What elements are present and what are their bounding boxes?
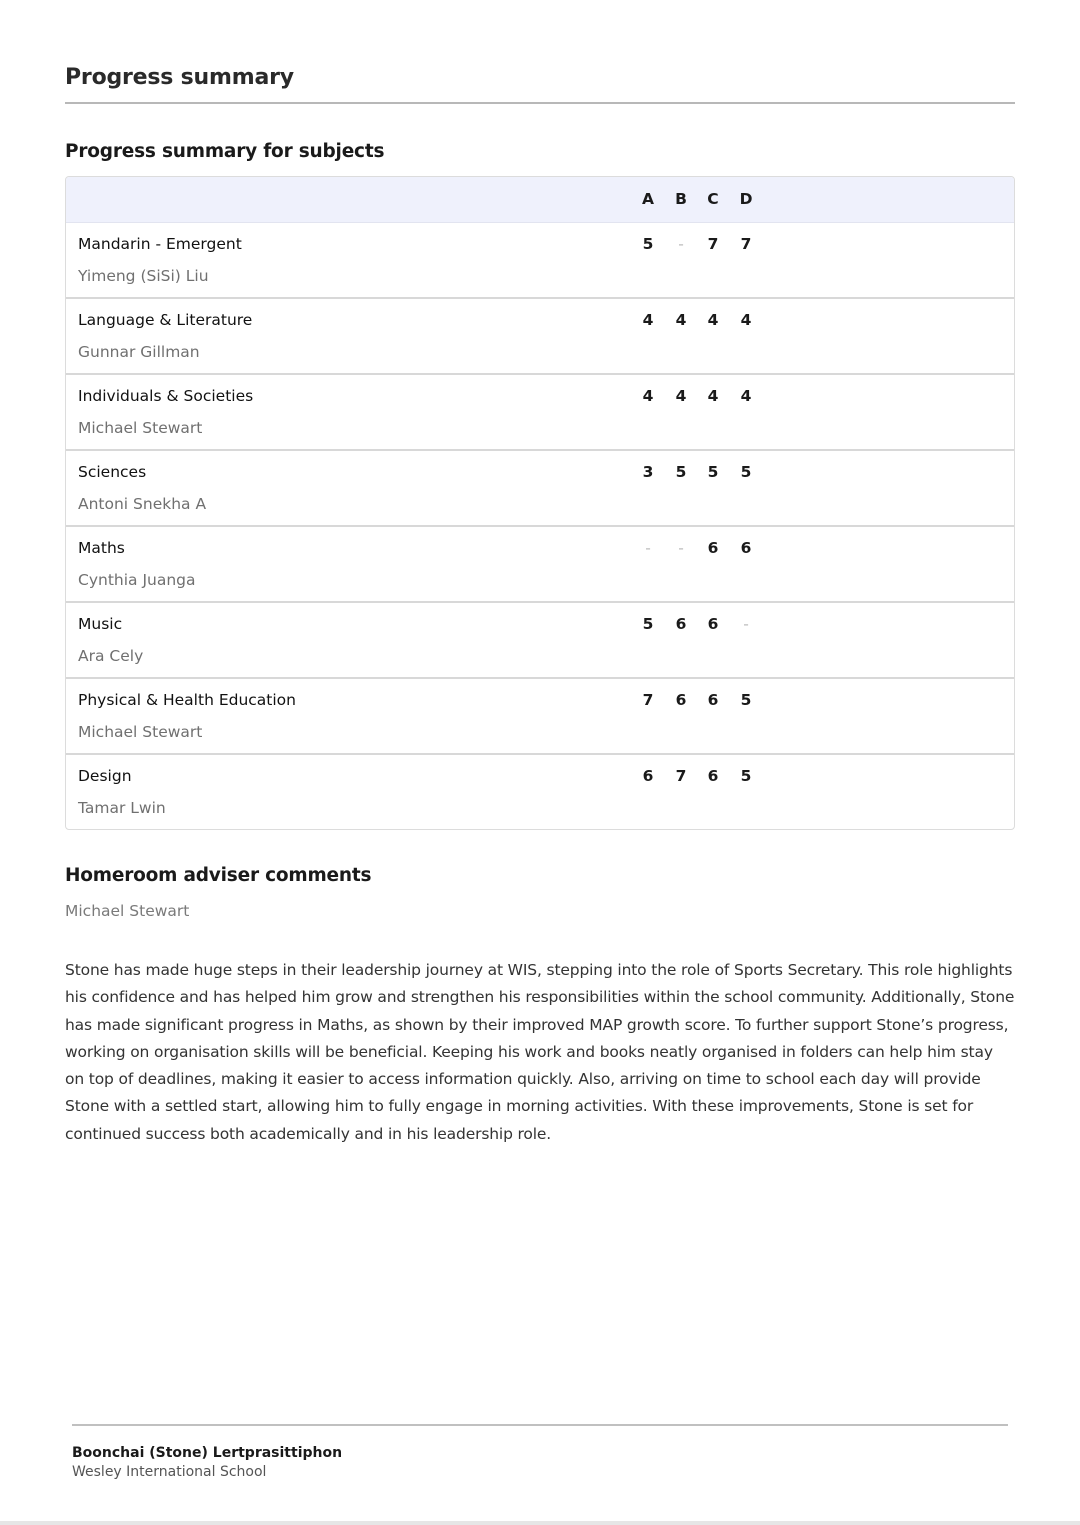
grade-d: 6 — [740, 539, 752, 557]
table-row — [66, 451, 1014, 527]
subject-name: Sciences — [78, 463, 147, 481]
grade-d: 5 — [740, 691, 752, 709]
subject-name: Music — [78, 615, 123, 633]
grade-c: 4 — [707, 387, 719, 405]
grade-a: 5 — [642, 615, 654, 633]
teacher-name: Michael Stewart — [78, 723, 203, 741]
subjects-section-title: Progress summary for subjects — [65, 141, 385, 162]
teacher-name: Antoni Snekha A — [78, 495, 207, 513]
grade-d: 5 — [740, 767, 752, 785]
grade-a: 7 — [642, 691, 654, 709]
grade-d: - — [743, 615, 749, 633]
table-row — [66, 299, 1014, 375]
table-row — [66, 375, 1014, 451]
grade-c: 4 — [707, 311, 719, 329]
grade-c: 6 — [707, 539, 719, 557]
grade-b: 6 — [675, 691, 687, 709]
grade-c: 6 — [707, 615, 719, 633]
teacher-name: Michael Stewart — [78, 419, 203, 437]
table-row — [66, 527, 1014, 603]
teacher-name: Cynthia Juanga — [78, 571, 196, 589]
grade-c: 5 — [707, 463, 719, 481]
table-row — [66, 223, 1014, 299]
grade-b: 6 — [675, 615, 687, 633]
grade-b: 4 — [675, 387, 687, 405]
teacher-name: Gunnar Gillman — [78, 343, 200, 361]
table-row — [66, 603, 1014, 679]
progress-table — [65, 176, 1015, 830]
subject-name: Design — [78, 767, 132, 785]
grade-d: 4 — [740, 387, 752, 405]
table-row — [66, 755, 1014, 829]
adviser-name: Michael Stewart — [65, 902, 190, 920]
grade-a: 3 — [642, 463, 654, 481]
column-header-a: A — [642, 190, 654, 208]
page-footer — [72, 1424, 1008, 1482]
teacher-name: Yimeng (SiSi) Liu — [78, 267, 209, 285]
grade-c: 6 — [707, 767, 719, 785]
grade-b: - — [678, 539, 684, 557]
table-row — [66, 679, 1014, 755]
grade-d: 7 — [740, 235, 752, 253]
grade-b: 7 — [675, 767, 687, 785]
column-header-b: B — [675, 190, 687, 208]
subject-name: Physical & Health Education — [78, 691, 296, 709]
page-title: Progress summary — [65, 65, 1015, 104]
grade-b: - — [678, 235, 684, 253]
teacher-name: Tamar Lwin — [78, 799, 166, 817]
grade-a: 6 — [642, 767, 654, 785]
page-bottom-edge — [0, 1521, 1080, 1525]
subject-name: Maths — [78, 539, 125, 557]
adviser-comment: Stone has made huge steps in their leadership journey at WIS, stepping into the role of Sports Secretary. This role highlights his confidence and has helped him grow and strengthen his responsibilities within the school community. Additionally, Stone has made significant progress in Maths, as shown by their improved MAP growth score. To further support Stone’s progress, working on organisation skills will be beneficial. Keeping his work and books neatly organised in folders can help him stay on top of deadlines, making it easier to access information quickly. Also, arriving on time to school each day will provide Stone with a settled start, allowing him to fully engage in morning activities. With these improvements, Stone is set for continued success both academically and in his leadership role. — [65, 961, 1015, 1143]
column-header-c: C — [707, 190, 719, 208]
student-name: Boonchai (Stone) Lertprasittiphon — [72, 1445, 343, 1461]
homeroom-section-title: Homeroom adviser comments — [65, 865, 372, 886]
grade-d: 5 — [740, 463, 752, 481]
subject-name: Language & Literature — [78, 311, 253, 329]
grade-a: 5 — [642, 235, 654, 253]
table-header — [66, 177, 1014, 223]
grade-d: 4 — [740, 311, 752, 329]
grade-a: 4 — [642, 387, 654, 405]
column-header-d: D — [739, 190, 753, 208]
grade-c: 6 — [707, 691, 719, 709]
subject-name: Mandarin - Emergent — [78, 235, 242, 253]
grade-a: - — [645, 539, 651, 557]
table-body — [66, 223, 1014, 829]
grade-c: 7 — [707, 235, 719, 253]
grade-a: 4 — [642, 311, 654, 329]
grade-b: 5 — [675, 463, 687, 481]
teacher-name: Ara Cely — [78, 647, 144, 665]
subject-name: Individuals & Societies — [78, 387, 254, 405]
school-name: Wesley International School — [72, 1464, 267, 1480]
grade-b: 4 — [675, 311, 687, 329]
